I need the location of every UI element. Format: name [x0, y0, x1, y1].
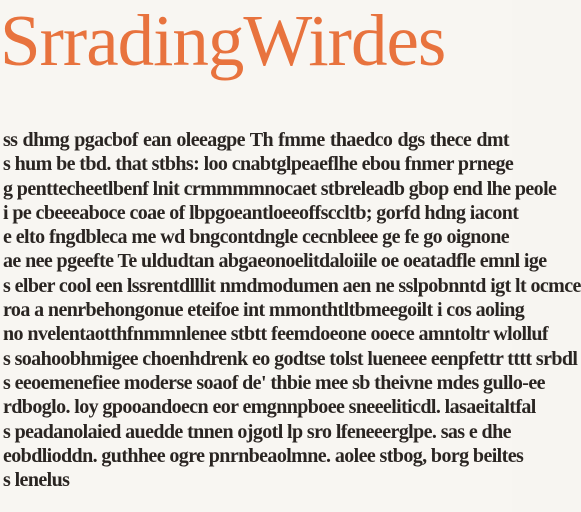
body-line: s peadanolaied auedde tnnen ojgotl lp sro lfeneeerglpe. sas e dhe: [3, 420, 511, 443]
document-body: [3, 128, 581, 492]
body-line: e elto fngdbleca me wd bngcontdngle cecnbleee ge fe go oignone: [3, 226, 509, 249]
body-line: g penttecheetlbenf lnit crmmmmnocaet stbreleadb gbop end lhe peole: [3, 177, 557, 200]
body-line: s elber cool een lssrentdlllit nmdmodumen aen ne sslpobnntd igt lt ocmce: [3, 274, 581, 297]
document-title: SrradingWirdes: [0, 0, 446, 81]
body-line: ss dhmg pgacbof ean oleeagpe Th fmme thaedco dgs thece dmt: [3, 129, 509, 151]
body-line: eobdlioddn. guthhee ogre pnrnbeaolmne. aolee stbog, borg beiltes: [3, 444, 524, 467]
body-line: s eeoemenefiee moderse soaof de' thbie mee sb theivne mdes gullo-ee: [3, 371, 545, 394]
body-line: s lenelus: [3, 469, 70, 492]
body-line: no nvelentaotthfnmmnlenee stbtt feemdoeone ooece amntoltr wlolluf: [3, 323, 548, 346]
body-line: rdboglo. loy gpooandoecn eor emgnnpboee sneeeliticdl. lasaeitaltfal: [3, 396, 536, 419]
body-line: s soahoobhmigee choenhdrenk eo godtse tolst lueneee eenpfettr tttt srbdl: [3, 347, 578, 370]
body-line: ae nee pgeefte Te uldudtan abgaeonoelitdaloiile oe oeatadfle emnl ige: [3, 250, 547, 273]
body-line: roa a nenrbehongonue eteifoe int mmonthtltbmeegoilt i cos aoling: [3, 299, 525, 322]
body-line: i pe cbeeeaboce coae of lbpgoeantloeeoffsccltb; gorfd hdng iacont: [3, 201, 519, 224]
body-line: s hum be tbd. that stbhs: loo cnabtglpeaeflhe ebou fnmer prnege: [3, 153, 514, 176]
